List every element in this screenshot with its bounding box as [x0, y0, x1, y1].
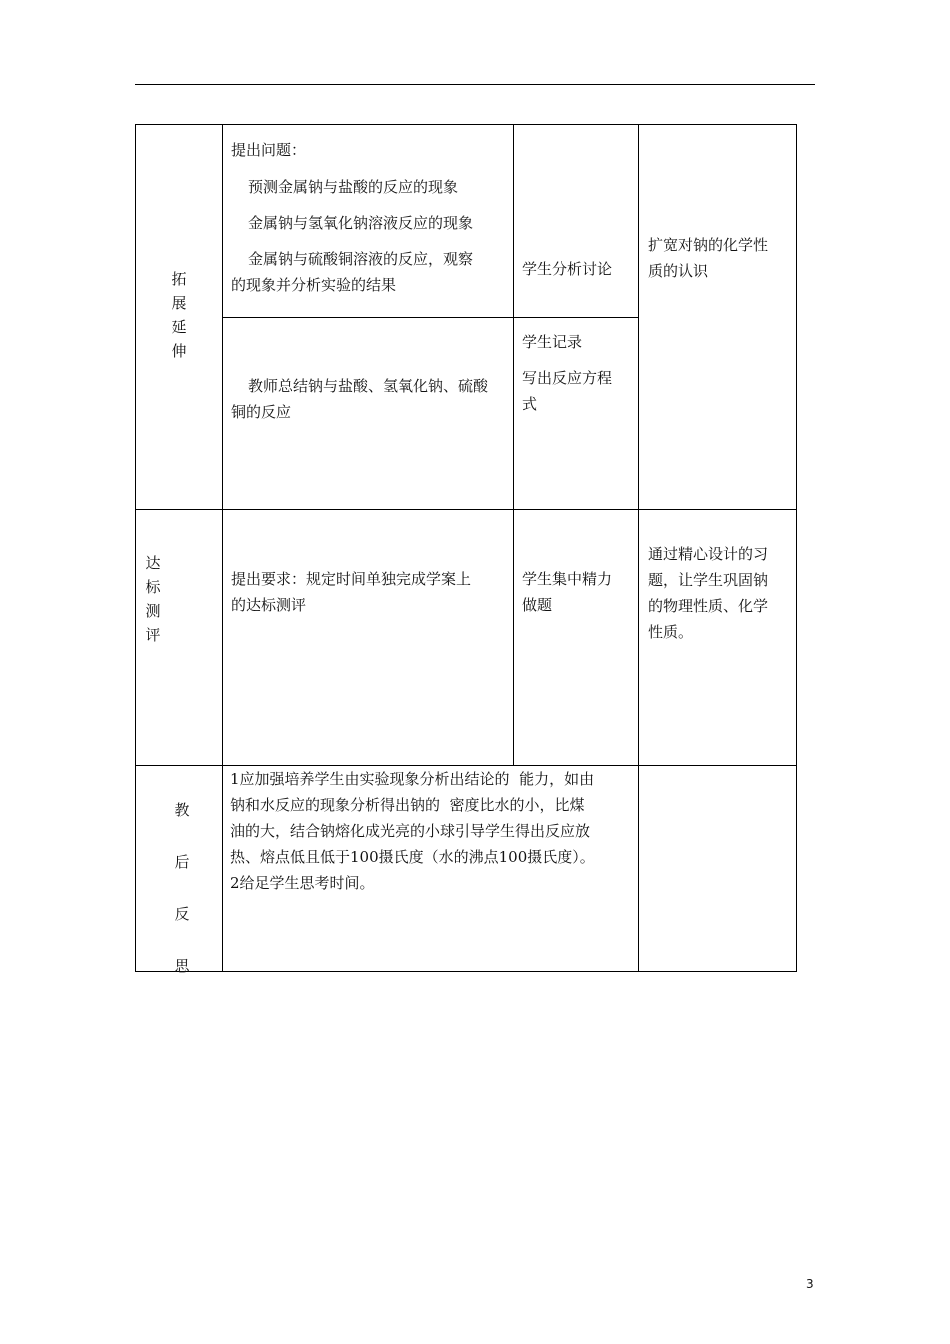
student-activity: 学生分析讨论 [522, 260, 613, 278]
student-cell-extension-top [513, 124, 639, 318]
student-activity: 学生记录 [522, 333, 583, 351]
header-rule [135, 84, 815, 85]
reflection-line: 2给足学生思考时间。 [230, 874, 375, 892]
activity-line: 的达标测评 [231, 596, 307, 614]
activity-line: 的现象并分析实验的结果 [231, 276, 397, 294]
reflection-empty-cell [638, 765, 797, 972]
design-intent: 质的认识 [648, 262, 709, 280]
stage-label-extension: 拓展延伸 [171, 270, 187, 360]
student-activity: 做题 [522, 596, 553, 614]
design-intent: 题，让学生巩固钠 [648, 571, 769, 589]
reflection-line: 钠和水反应的现象分析得出钠的 密度比水的小，比煤 [230, 796, 585, 814]
reflection-line: 油的大，结合钠熔化成光亮的小球引导学生得出反应放 [230, 822, 591, 840]
stage-label-assessment: 达标测评 [145, 554, 161, 644]
activity-cell-assessment [222, 509, 514, 766]
student-cell-assessment [513, 509, 639, 766]
student-activity: 写出反应方程 [522, 369, 613, 387]
activity-line: 金属钠与硫酸铜溶液的反应，观察 [248, 250, 474, 268]
student-activity: 式 [522, 395, 538, 413]
activity-line: 金属钠与氢氧化钠溶液反应的现象 [248, 214, 474, 232]
reflection-line: 1应加强培养学生由实验现象分析出结论的 能力，如由 [230, 770, 595, 788]
activity-line: 预测金属钠与盐酸的反应的现象 [248, 178, 459, 196]
design-intent: 性质。 [648, 623, 694, 641]
activity-line: 提出要求：规定时间单独完成学案上 [231, 570, 472, 588]
page-number: 3 [806, 1277, 814, 1291]
activity-line: 铜的反应 [231, 403, 292, 421]
design-intent: 的物理性质、化学 [648, 597, 769, 615]
design-intent: 通过精心设计的习 [648, 545, 769, 563]
activity-line: 教师总结钠与盐酸、氢氧化钠、硫酸 [248, 377, 489, 395]
intent-cell-extension [638, 124, 797, 510]
reflection-line: 热、熔点低且低于100摄氏度（水的沸点100摄氏度）。 [230, 848, 595, 866]
activity-line: 提出问题： [231, 141, 307, 159]
design-intent: 扩宽对钠的化学性 [648, 236, 769, 254]
student-activity: 学生集中精力 [522, 570, 613, 588]
stage-label-reflection: 教后反思 [174, 801, 190, 975]
